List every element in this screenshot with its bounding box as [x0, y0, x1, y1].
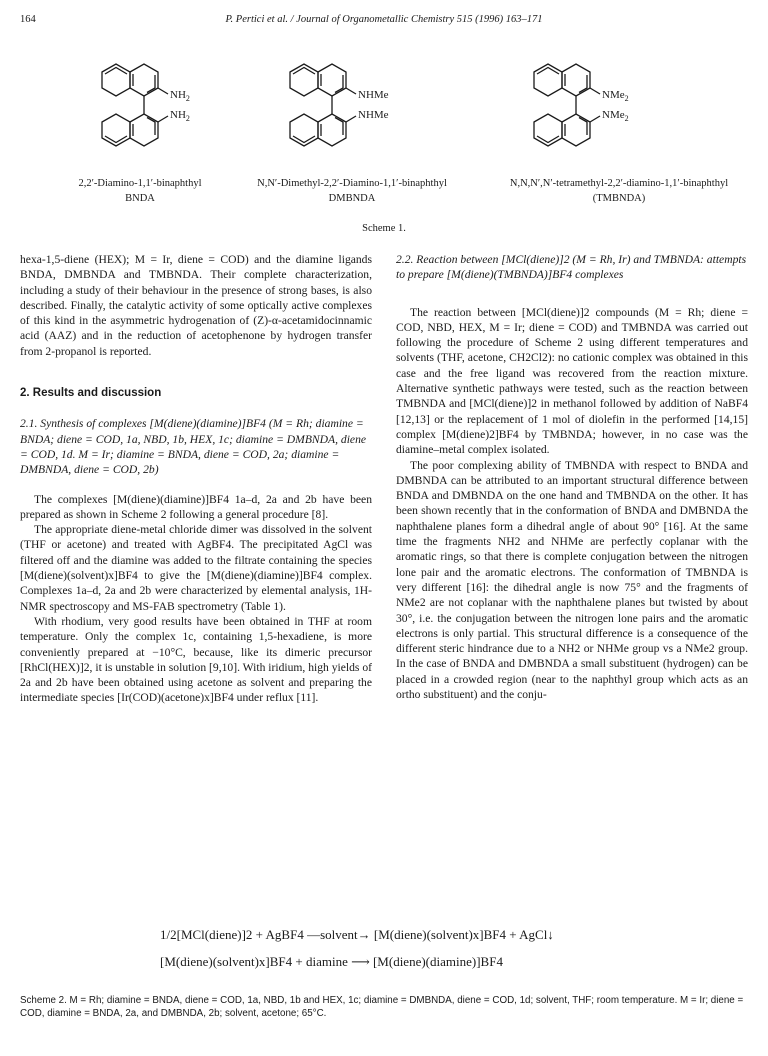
structure-caption-bnda [40, 176, 240, 206]
binaphthyl-structure-bnda [88, 44, 228, 172]
page-number: 164 [20, 14, 36, 25]
svg-text:NHMe [358, 109, 389, 121]
substituent-top: NMe [602, 89, 625, 101]
section-heading: 2. Results and discussion [20, 387, 162, 400]
substituent-bottom: NMe [602, 109, 625, 121]
substituent-bottom: NHMe [358, 109, 389, 121]
structure-caption-tmbnda [474, 176, 764, 206]
svg-text:NMe2: NMe$_2$ [602, 109, 629, 123]
paragraph: The poor complexing ability of TMBNDA with respect to BNDA and DMBNDA can be attributed to an important structural difference between BNDA and DMBNDA on the one hand and TMBNDA on the other. It has been shown recently that in the conformation of BNDA and DMBNDA the naphthalene planes form a dihedral angle of about 90° [16]. At the same time the fragments NH2 and NHMe are perfectly coplanar with the aromatic rings, so that there is complete conjugation between the nitrogen lone pair and the aromatic electrons. The conformation of TMBNDA is very different [16]: the dihedral angle is now 75° and the fragments of NMe2 are not coplanar with the naphthalene planes but twisted by about 30°, i.e. the conjugation between the nitrogen lone pairs and the aromatic electrons is only partial. This structural difference is a consequence of the different steric hindrance due to a NH2 or NHMe group vs a NMe2 group. In the case of BNDA and DMBNDA a small substituent (hydrogen) can be placed in a crowded region (near to the naphthyl group which acts as an ortho substituent) and the conju- [396, 458, 748, 702]
journal-citation: P. Pertici et al. / Journal of Organometallic Chemistry 515 (1996) 163–171 [225, 14, 543, 25]
compound-abbreviation: DMBNDA [328, 193, 376, 204]
subsection-heading-2-1: 2.1. Synthesis of complexes [M(diene)(diamine)]BF4 (M = Rh; diamine = BNDA; diene = COD, 1a, NBD, 1b, HEX, 1c; diamine = DMBNDA, diene = COD, 1d. M = Ir; diamine = BNDA, diene = COD, 2a; diamine = DMBNDA, diene = COD, 2b) [20, 417, 367, 477]
compound-abbreviation: (TMBNDA) [592, 193, 646, 204]
paragraph: The complexes [M(diene)(diamine)]BF4 1a–d, 2a and 2b have been prepared as shown in Scheme 2 following a general procedure [8]. [20, 492, 372, 521]
substituent-top: NH [170, 89, 186, 101]
equation-text: 1/2[MCl(diene)]2 + AgBF4 —solvent→ [M(diene)(solvent)x]BF4 + AgCl↓ [160, 927, 554, 942]
left-column [20, 252, 372, 706]
scheme-2-equation-1 [160, 924, 760, 946]
paragraph: With rhodium, very good results have been obtained in THF at room temperature. Only the complex 1c, containing 1,5-hexadiene, is more conveniently prepared at −10°C, because, like its dimeric precursor [RhCl(HEX)]2, it is unstable in solution [9,10]. With iridium, high yields of 2a and 2b have been obtained using acetone as solvent and preparing the intermediate species [Ir(COD)(acetone)x]BF4 under reflux [11]. [20, 614, 372, 705]
scheme-1-label: Scheme 1. [362, 223, 406, 234]
paragraph: The appropriate diene-metal chloride dimer was dissolved in the solvent (THF or acetone) and treated with AgBF4. The precipitated AgCl was filtered off and the diamine was added to the filtrate containing the species [M(diene)(solvent)x]BF4 to give the [M(diene)(diamine)]BF4 complex. Complexes 1a–d, 2a and 2b were characterized by elemental analysis, 1H-NMR spectroscopy and MS-FAB spectrometry (Table 1). [20, 523, 372, 613]
binaphthyl-structure-dmbnda [276, 44, 426, 172]
compound-abbreviation: BNDA [125, 193, 155, 204]
structure-caption-dmbnda [232, 176, 472, 206]
scheme-2-equation-2 [160, 951, 760, 973]
intro-paragraph-end: hexa-1,5-diene (HEX); M = Ir, diene = COD) and the diamine ligands BNDA, DMBNDA and TMBNDA. Their complete characterization, including a study of their behaviour in the presence of strong bases, is also described. Finally, the catalytic activity of some optically active complexes of this kind in the asymmetric hydrogenation of (Z)-α-acetamidocinnamic acid (AAZ) and in the reduction of acetophenone by hydrogen transfer from 2-propanol is reported. [20, 253, 372, 358]
compound-name: N,N′-Dimethyl-2,2′-Diamino-1,1′-binaphthyl [257, 178, 447, 189]
svg-text:NHMe [358, 89, 389, 101]
compound-name: 2,2′-Diamino-1,1′-binaphthyl [78, 178, 202, 189]
running-header [20, 14, 748, 30]
paragraph: The reaction between [MCl(diene)]2 compounds (M = Rh; diene = COD, NBD, HEX, M = Ir; diene = COD) and TMBNDA was carried out following the procedure of Scheme 2 using different temperatures and solvents (THF, acetone, CH2Cl2): no cationic complex was obtained in this case and the free ligand was recovered from the reaction mixture. Alternative synthetic pathways were tested, such as the reaction between TMBNDA and [MCl(diene)]2 in methanol followed by addition of NaBF4 [12,13] or the replacement of 1 mol of diolefin in the performed [14,15] complex [M(diene)2]BF4 by TMBNDA; however, in no case was the diamine–metal complex isolated. [396, 305, 748, 457]
binaphthyl-structure-tmbnda [520, 44, 670, 172]
compound-name: N,N,N′,N′-tetramethyl-2,2′-diamino-1,1′-binaphthyl [509, 178, 729, 189]
scheme-2-caption: Scheme 2. M = Rh; diamine = BNDA, diene = COD, 1a, NBD, 1b and HEX, 1c; diamine = DMBNDA, diene = COD, 1d; solvent, THF; room temperature. M = Ir; diene = COD, diamine = BNDA, 2a, and DMBNDA, 2b; solvent, acetone; 65°C. [20, 995, 744, 1019]
svg-text:NH2: $NH_2$ [170, 89, 190, 103]
right-column [396, 252, 748, 702]
equation-text: [M(diene)(solvent)x]BF4 + diamine ⟶ [M(diene)(diamine)]BF4 [160, 954, 503, 969]
substituent-bottom: NH [170, 109, 186, 121]
svg-text:NMe2: NMe$_2$ [602, 89, 629, 103]
svg-text:NH2: $NH_2$ [170, 109, 190, 123]
substituent-top: NHMe [358, 89, 389, 101]
subsection-heading-2-2: 2.2. Reaction between [MCl(diene)]2 (M = Rh, Ir) and TMBNDA: attempts to prepare [M(diene)(TMBNDA)]BF4 complexes [396, 253, 747, 282]
